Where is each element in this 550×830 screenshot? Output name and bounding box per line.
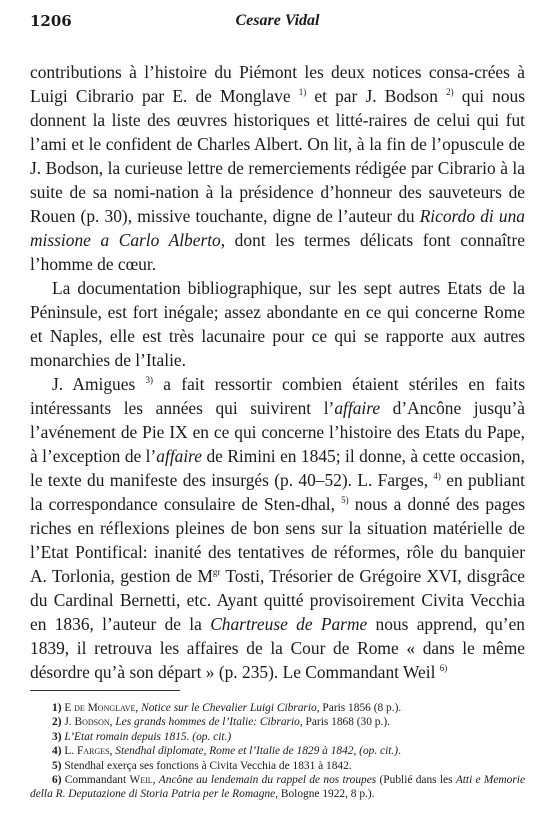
footnote-segment: , [135, 702, 142, 714]
footnote-rule [30, 690, 180, 691]
footnote-segment: Les grands hommes de l’Italie: Cibrario [115, 716, 300, 729]
body-text [30, 60, 525, 684]
footnote-segment: , [152, 774, 159, 787]
footnote-segment: E de Monglave [64, 702, 136, 714]
footnote-segment: Weil [129, 774, 153, 787]
text-segment: J. Amigues [52, 374, 146, 394]
text-segment: Ricordo di una missione a Carlo Alberto [30, 206, 525, 250]
footnote-segment: J. Bodson [64, 716, 110, 729]
footnote-number: 6) [52, 774, 65, 787]
text-segment: 2) [446, 87, 454, 97]
text-segment: nous a donné des pages riches en réflexions pleines de bon sens sur la situation matérielle de l’Etat Pontifical: inanité des tentatives de réformes, rôle du banquier A. Torlonia, gestion de M [30, 494, 525, 586]
footnote-3 [30, 730, 525, 744]
footnote-2 [30, 715, 525, 729]
paragraph-3 [30, 372, 525, 684]
footnote-segment: , Paris 1868 (30 p.). [299, 716, 390, 729]
page-number: 1206 [30, 12, 72, 30]
text-segment: d’Ancône jusqu’à l’avénement de Pie IX en ce qui concerne l’histoire des Etats du Pape, à l’exception de l’ [30, 398, 525, 466]
footnote-number: 1) [52, 702, 65, 714]
footnote-segment: (Publié dans les [376, 774, 456, 787]
footnote-segment: Notice sur le Chevalier Luigi Cibrario [141, 702, 317, 714]
paragraph-2 [30, 276, 525, 372]
footnote-4 [30, 744, 525, 758]
text-segment: affaire [156, 446, 203, 466]
running-head: Cesare Vidal [235, 12, 320, 29]
text-segment: 6) [439, 663, 448, 673]
footnotes [30, 701, 525, 802]
text-segment: a fait ressortir combien étaient stériles en faits intéressants les années qui suivirent l’ [30, 374, 525, 418]
text-segment: Chartreuse de Parme [210, 614, 368, 634]
footnote-segment: , [109, 716, 116, 729]
text-segment: 4) [433, 471, 441, 481]
text-segment: et par J. Bodson [306, 86, 447, 106]
text-segment: qui nous donnent la liste des œuvres historiques et litté-raires de celui qui fut l’ami et le confident de Charles Albert. On lit, à la fin de l’opuscule de J. Bodson, la curieuse lettre de remerciements rédigée par Cibrario à la suite de sa nomi-nation à la présidence d’honneur des sauveteurs de Rouen (p. 30), missive touchante, digne de l’auteur du [30, 86, 525, 226]
footnote-segment: L. Farges [64, 745, 110, 758]
footnote-segment: Atti e Memorie della R. Deputazione di Storia Patria per le Romagne [30, 774, 526, 801]
text-segment: gr [212, 567, 221, 577]
text-segment: Tosti, Trésorier de Grégoire XVI, disgrâce du Cardinal Bernetti, etc. Ayant quitté provisoirement Civita Vecchia en 1836, l’auteur de la [30, 566, 525, 634]
text-segment: de Rimini en 1845; il donne, à cette occasion, le texte du manifeste des insurgés (p. 40–52). L. Farges, [30, 446, 525, 490]
text-segment: 1) [298, 87, 307, 97]
footnote-segment: Stendhal exerça ses fonctions à Civita Vecchia de 1831 à 1842. [64, 759, 352, 772]
paragraph-1 [30, 60, 525, 276]
text-segment: La documentation bibliographique, sur les sept autres Etats de la Péninsule, est fort inégale; assez abondante en ce qui concerne Rome et Naples, elle est très lacunaire pour ce qui se rapporte aux autres monarchies de l’Italie. [30, 278, 525, 370]
footnote-number: 2) [52, 716, 65, 729]
text-segment: affaire [334, 398, 381, 418]
text-segment: contributions à l’histoire du Piémont les deux notices consa-crées à Luigi Cibrario par E. de Monglave [30, 62, 525, 106]
text-segment: en publiant la correspondance consulaire de Sten-dhal, [30, 470, 525, 514]
footnote-1 [30, 701, 525, 715]
footnote-segment: Stendhal diplomate, Rome et l’Italie de 1829 à 1842, (op. cit.) [115, 745, 399, 758]
footnote-number: 4) [52, 745, 65, 758]
footnote-6 [30, 773, 525, 802]
footnote-5 [30, 759, 525, 773]
page-header [30, 12, 525, 34]
footnote-segment: , Paris 1856 (8 p.). [316, 702, 402, 714]
footnote-segment: L’Etat romain depuis 1815. (op. cit.) [64, 730, 232, 743]
text-segment: 5) [341, 495, 349, 505]
footnote-segment: , Bologne 1922, 8 p.). [275, 788, 375, 801]
footnote-number: 3) [52, 730, 65, 743]
text-segment: , dont les termes délicats font connaître l’homme de cœur. [30, 230, 525, 274]
footnote-segment: . [398, 745, 401, 758]
footnote-segment: , [109, 745, 116, 758]
footnote-segment: Ancône au lendemain du rappel de nos troupes [158, 774, 377, 787]
footnote-number: 5) [52, 759, 65, 772]
footnote-segment: Commandant [64, 774, 130, 787]
text-segment: 3) [145, 375, 154, 385]
text-segment: nous apprend, qu’en 1839, il retrouva les affaires de la Cour de Rome « dans le même désordre qu’à son départ » (p. 235). Le Commandant Weil [30, 614, 525, 682]
